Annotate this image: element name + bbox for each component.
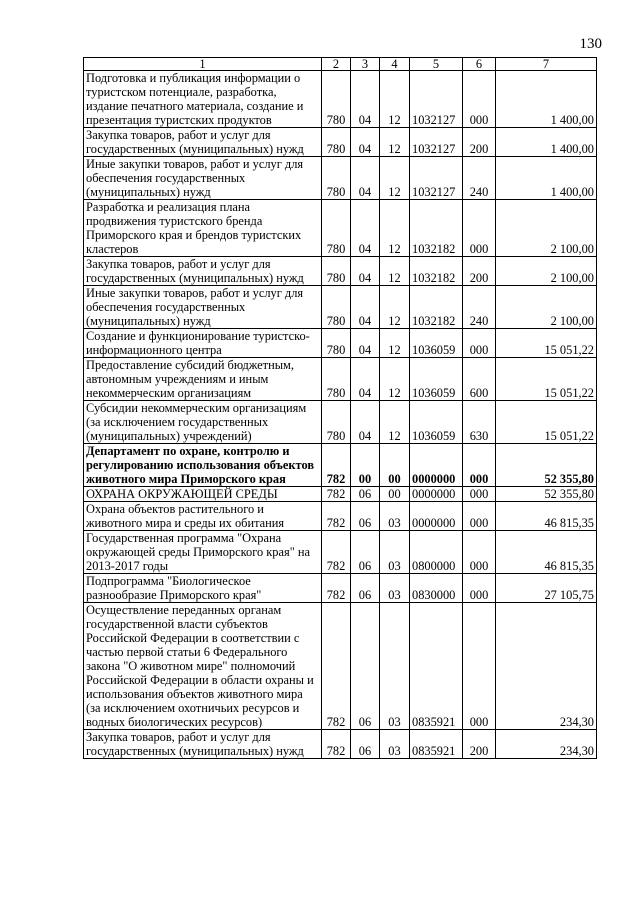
table-row — [84, 157, 597, 200]
row-code-ministry: 780 — [322, 157, 351, 200]
row-code-section: 06 — [351, 502, 380, 531]
row-code-subsection: 03 — [380, 730, 410, 759]
column-header: 1 — [84, 58, 322, 71]
row-description: Разработка и реализация плана продвижения туристского бренда Приморского края и брендов туристских кластеров — [84, 200, 322, 257]
row-code-target: 1036059 — [410, 358, 463, 401]
row-code-target: 1032182 — [410, 200, 463, 257]
table-row — [84, 401, 597, 444]
row-code-ministry: 782 — [322, 444, 351, 487]
row-code-section: 04 — [351, 200, 380, 257]
row-code-subsection: 12 — [380, 257, 410, 286]
row-code-target: 0000000 — [410, 502, 463, 531]
row-code-target: 0830000 — [410, 574, 463, 603]
row-amount: 1 400,00 — [496, 128, 597, 157]
row-description: Создание и функционирование туристско-информационного центра — [84, 329, 322, 358]
row-code-target: 1032127 — [410, 128, 463, 157]
row-amount: 52 355,80 — [496, 444, 597, 487]
row-code-target: 0835921 — [410, 730, 463, 759]
row-code-expense-type: 000 — [463, 574, 496, 603]
table-row — [84, 531, 597, 574]
row-code-target: 1032182 — [410, 257, 463, 286]
row-code-subsection: 00 — [380, 444, 410, 487]
row-code-ministry: 780 — [322, 71, 351, 128]
row-description: ОХРАНА ОКРУЖАЮЩЕЙ СРЕДЫ — [84, 487, 322, 502]
row-description: Осуществление переданных органам государственной власти субъектов Российской Федерации в соответствии с частью первой статьи 6 Федерального закона "О животном мире" полномочий Российской Федерации в области охраны и использования объектов животного мира (за исключением охотничьих ресурсов и водных биологических ресурсов) — [84, 603, 322, 730]
row-code-expense-type: 200 — [463, 730, 496, 759]
row-amount: 46 815,35 — [496, 531, 597, 574]
column-header: 3 — [351, 58, 380, 71]
row-code-ministry: 782 — [322, 574, 351, 603]
row-code-section: 04 — [351, 128, 380, 157]
row-description: Департамент по охране, контролю и регулированию использования объектов животного мира Приморского края — [84, 444, 322, 487]
table-row — [84, 444, 597, 487]
row-description: Подготовка и публикация информации о туристском потенциале, разработка, издание печатного материала, создание и презентация туристских продуктов — [84, 71, 322, 128]
row-code-subsection: 12 — [380, 286, 410, 329]
row-amount: 27 105,75 — [496, 574, 597, 603]
row-description: Иные закупки товаров, работ и услуг для обеспечения государственных (муниципальных) нужд — [84, 286, 322, 329]
row-code-target: 0800000 — [410, 531, 463, 574]
row-amount: 15 051,22 — [496, 358, 597, 401]
table-row — [84, 286, 597, 329]
row-code-subsection: 00 — [380, 487, 410, 502]
row-description: Иные закупки товаров, работ и услуг для обеспечения государственных (муниципальных) нужд — [84, 157, 322, 200]
row-amount: 2 100,00 — [496, 200, 597, 257]
row-code-expense-type: 600 — [463, 358, 496, 401]
row-code-subsection: 03 — [380, 603, 410, 730]
row-code-subsection: 12 — [380, 157, 410, 200]
row-code-section: 04 — [351, 257, 380, 286]
table-row — [84, 128, 597, 157]
row-code-target: 0835921 — [410, 603, 463, 730]
row-code-ministry: 782 — [322, 531, 351, 574]
row-code-expense-type: 000 — [463, 329, 496, 358]
row-code-expense-type: 000 — [463, 487, 496, 502]
row-code-section: 04 — [351, 71, 380, 128]
column-header: 4 — [380, 58, 410, 71]
row-amount: 15 051,22 — [496, 401, 597, 444]
row-description: Предоставление субсидий бюджетным, автономным учреждениям и иным некоммерческим организациям — [84, 358, 322, 401]
row-code-expense-type: 630 — [463, 401, 496, 444]
row-code-section: 06 — [351, 603, 380, 730]
table-row — [84, 574, 597, 603]
row-code-section: 04 — [351, 358, 380, 401]
column-header: 5 — [410, 58, 463, 71]
row-code-expense-type: 000 — [463, 71, 496, 128]
budget-table — [83, 57, 597, 759]
table-row — [84, 603, 597, 730]
row-code-expense-type: 240 — [463, 286, 496, 329]
row-amount: 52 355,80 — [496, 487, 597, 502]
table-row — [84, 502, 597, 531]
row-code-expense-type: 000 — [463, 603, 496, 730]
row-code-ministry: 780 — [322, 200, 351, 257]
page-number: 130 — [579, 36, 602, 52]
row-code-target: 1032182 — [410, 286, 463, 329]
column-header: 6 — [463, 58, 496, 71]
row-code-subsection: 03 — [380, 502, 410, 531]
row-code-target: 1032127 — [410, 71, 463, 128]
row-code-target: 1032127 — [410, 157, 463, 200]
row-description: Закупка товаров, работ и услуг для государственных (муниципальных) нужд — [84, 128, 322, 157]
table-row — [84, 257, 597, 286]
row-amount: 46 815,35 — [496, 502, 597, 531]
table-row — [84, 200, 597, 257]
row-code-expense-type: 200 — [463, 257, 496, 286]
row-code-target: 1036059 — [410, 329, 463, 358]
row-code-ministry: 780 — [322, 358, 351, 401]
row-code-section: 06 — [351, 574, 380, 603]
row-code-ministry: 780 — [322, 257, 351, 286]
row-code-subsection: 12 — [380, 329, 410, 358]
row-code-section: 04 — [351, 157, 380, 200]
row-description: Субсидии некоммерческим организациям (за исключением государственных (муниципальных) учреждений) — [84, 401, 322, 444]
row-code-subsection: 12 — [380, 401, 410, 444]
row-code-target: 0000000 — [410, 444, 463, 487]
row-code-section: 04 — [351, 329, 380, 358]
row-code-subsection: 12 — [380, 71, 410, 128]
row-description: Закупка товаров, работ и услуг для государственных (муниципальных) нужд — [84, 730, 322, 759]
row-description: Подпрограмма "Биологическое разнообразие Приморского края" — [84, 574, 322, 603]
row-code-ministry: 782 — [322, 502, 351, 531]
table-row — [84, 358, 597, 401]
row-code-expense-type: 000 — [463, 200, 496, 257]
row-code-expense-type: 240 — [463, 157, 496, 200]
row-code-expense-type: 000 — [463, 502, 496, 531]
row-description: Охрана объектов растительного и животного мира и среды их обитания — [84, 502, 322, 531]
row-code-subsection: 12 — [380, 200, 410, 257]
row-code-subsection: 12 — [380, 358, 410, 401]
row-code-expense-type: 000 — [463, 531, 496, 574]
row-code-ministry: 780 — [322, 329, 351, 358]
row-code-ministry: 780 — [322, 286, 351, 329]
row-code-section: 00 — [351, 444, 380, 487]
column-header: 7 — [496, 58, 597, 71]
table-row — [84, 329, 597, 358]
row-code-target: 1036059 — [410, 401, 463, 444]
row-code-section: 04 — [351, 401, 380, 444]
row-code-target: 0000000 — [410, 487, 463, 502]
row-code-section: 06 — [351, 730, 380, 759]
row-code-ministry: 780 — [322, 401, 351, 444]
row-amount: 1 400,00 — [496, 157, 597, 200]
row-amount: 1 400,00 — [496, 71, 597, 128]
row-code-expense-type: 000 — [463, 444, 496, 487]
row-amount: 15 051,22 — [496, 329, 597, 358]
row-code-ministry: 780 — [322, 128, 351, 157]
row-code-ministry: 782 — [322, 730, 351, 759]
table-row — [84, 71, 597, 128]
row-code-subsection: 12 — [380, 128, 410, 157]
row-description: Государственная программа "Охрана окружающей среды Приморского края" на 2013-2017 годы — [84, 531, 322, 574]
row-description: Закупка товаров, работ и услуг для государственных (муниципальных) нужд — [84, 257, 322, 286]
row-code-section: 06 — [351, 531, 380, 574]
row-code-expense-type: 200 — [463, 128, 496, 157]
header-row — [84, 58, 597, 71]
row-amount: 234,30 — [496, 730, 597, 759]
row-code-ministry: 782 — [322, 603, 351, 730]
table-row — [84, 730, 597, 759]
row-amount: 234,30 — [496, 603, 597, 730]
column-header: 2 — [322, 58, 351, 71]
row-code-subsection: 03 — [380, 531, 410, 574]
row-code-section: 04 — [351, 286, 380, 329]
row-code-section: 06 — [351, 487, 380, 502]
row-code-ministry: 782 — [322, 487, 351, 502]
row-amount: 2 100,00 — [496, 286, 597, 329]
table-row — [84, 487, 597, 502]
row-amount: 2 100,00 — [496, 257, 597, 286]
row-code-subsection: 03 — [380, 574, 410, 603]
